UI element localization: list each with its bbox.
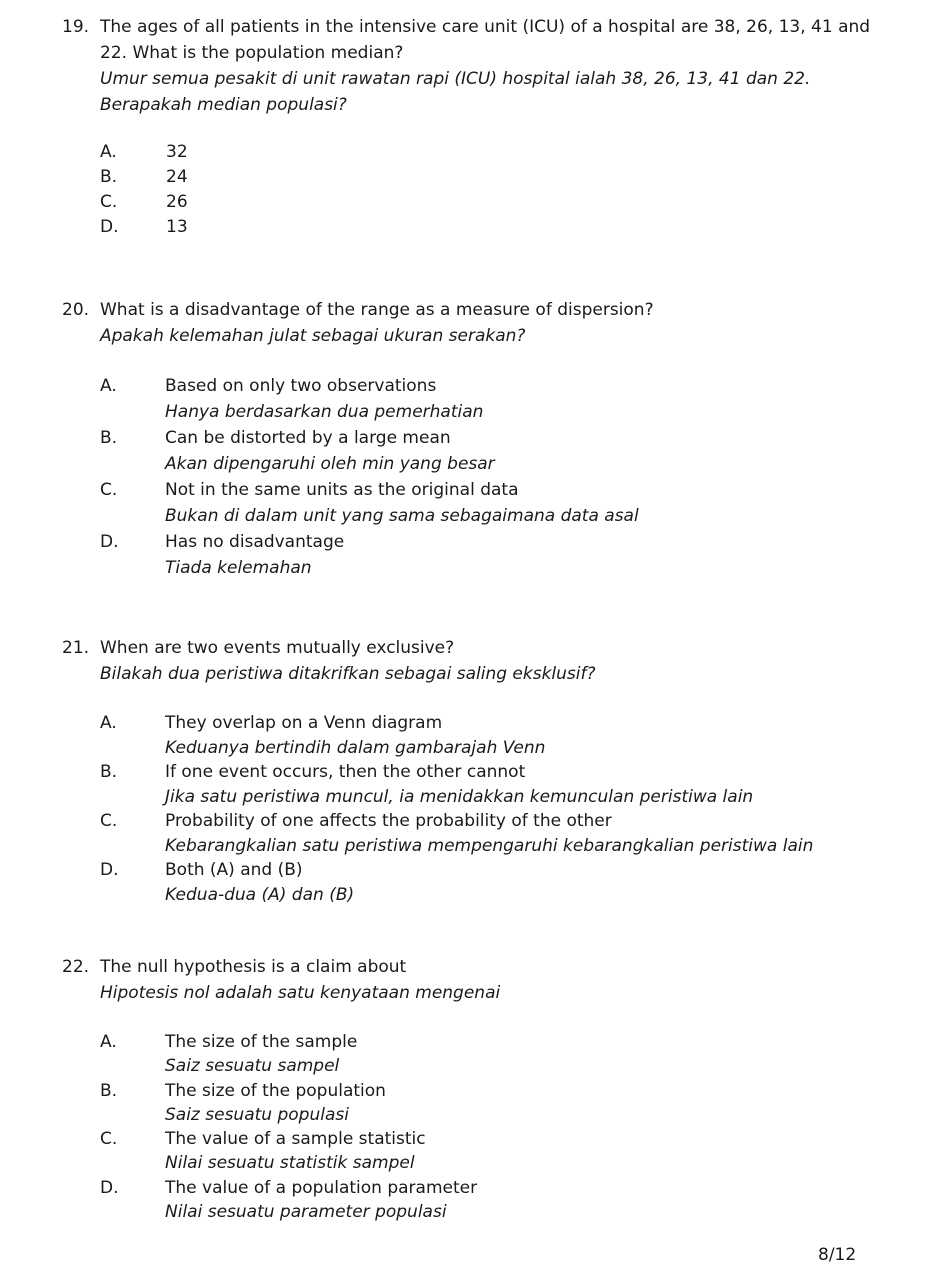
- option-d: [62, 529, 882, 581]
- option-letter: A.: [100, 1032, 117, 1052]
- question-number: 19.: [62, 17, 90, 37]
- option-text-en: They overlap on a Venn diagram: [165, 713, 443, 733]
- option-letter: B.: [100, 1080, 118, 1101]
- option-letter: A.: [100, 142, 117, 162]
- option-letter: D.: [100, 860, 119, 880]
- question-text-ms: Hipotesis nol adalah satu kenyataan mengenai: [100, 983, 501, 1003]
- option-text-en: Based on only two observations: [165, 376, 437, 396]
- question-text-en: What is a disadvantage of the range as a measure of dispersion?: [100, 300, 654, 320]
- question-number: 22.: [62, 957, 90, 977]
- option-d: [62, 215, 882, 240]
- option-text-ms: Kedua-dua (A) dan (B): [165, 884, 355, 905]
- page-number: 8/12: [818, 1245, 857, 1265]
- question-text-ms: Umur semua pesakit di unit rawatan rapi (ICU) hospital ialah 38, 26, 13, 41 dan 22. Berapakah median populasi?: [100, 69, 811, 115]
- option-text-ms: Saiz sesuatu sampel: [165, 1056, 340, 1077]
- question-22: [62, 954, 882, 1224]
- question-text-ms: Bilakah dua peristiwa ditakrifkan sebagai saling eksklusif?: [100, 664, 596, 684]
- option-text-ms: Nilai sesuatu statistik sampel: [165, 1153, 415, 1174]
- option-letter: C.: [100, 192, 118, 212]
- option-letter: C.: [100, 480, 118, 500]
- option-text-ms: Bukan di dalam unit yang sama sebagaimana data asal: [165, 506, 639, 526]
- option-text-en: The value of a population parameter: [165, 1177, 478, 1198]
- option-text-ms: Saiz sesuatu populasi: [165, 1104, 349, 1125]
- option-b: [62, 165, 882, 190]
- option-text-ms: Hanya berdasarkan dua pemerhatian: [165, 402, 484, 422]
- question-text-ms: Apakah kelemahan julat sebagai ukuran serakan?: [100, 326, 526, 346]
- option-text-en: The value of a sample statistic: [165, 1129, 426, 1150]
- option-d: [62, 858, 882, 907]
- option-c: [62, 477, 882, 529]
- option-letter: C.: [100, 811, 118, 831]
- option-a: [62, 711, 882, 760]
- option-text-en: If one event occurs, then the other cannot: [165, 762, 526, 782]
- option-letter: A.: [100, 713, 117, 733]
- option-text-ms: Tiada kelemahan: [165, 558, 312, 578]
- option-text-ms: Akan dipengaruhi oleh min yang besar: [165, 454, 495, 474]
- option-c: [62, 190, 882, 215]
- option-letter: B.: [100, 762, 118, 782]
- option-letter: D.: [100, 1177, 119, 1198]
- question-number: 20.: [62, 300, 90, 320]
- option-text-en: The size of the population: [165, 1080, 386, 1101]
- question-text-en: The null hypothesis is a claim about: [100, 957, 407, 977]
- option-b: [62, 1079, 882, 1128]
- option-letter: A.: [100, 376, 117, 396]
- question-20: [62, 297, 882, 581]
- question-text-en: The ages of all patients in the intensive care unit (ICU) of a hospital are 38, 26, 13, 41 and 22. What is the population median?: [100, 17, 871, 63]
- option-text: 32: [166, 142, 188, 162]
- option-d: [62, 1176, 882, 1225]
- option-text-ms: Nilai sesuatu parameter populasi: [165, 1202, 447, 1223]
- option-text-en: Has no disadvantage: [165, 532, 345, 552]
- option-text: 13: [166, 217, 188, 237]
- option-c: [62, 1127, 882, 1176]
- option-a: [62, 140, 882, 165]
- option-text-en: Can be distorted by a large mean: [165, 428, 451, 448]
- option-text: 24: [166, 167, 188, 187]
- option-a: [62, 1030, 882, 1079]
- option-text-en: Both (A) and (B): [165, 860, 303, 880]
- option-letter: B.: [100, 167, 118, 187]
- option-text: 26: [166, 192, 188, 212]
- option-letter: C.: [100, 1129, 118, 1150]
- option-letter: D.: [100, 532, 119, 552]
- option-text-ms: Kebarangkalian satu peristiwa mempengaruhi kebarangkalian peristiwa lain: [165, 835, 814, 856]
- option-letter: D.: [100, 217, 119, 237]
- option-text-ms: Jika satu peristiwa muncul, ia menidakkan kemunculan peristiwa lain: [165, 786, 754, 807]
- option-c: [62, 809, 882, 858]
- question-21: [62, 635, 882, 907]
- option-text-en: Probability of one affects the probability of the other: [165, 811, 612, 831]
- question-19: [62, 14, 882, 240]
- option-text-ms: Keduanya bertindih dalam gambarajah Venn: [165, 737, 546, 758]
- option-letter: B.: [100, 428, 118, 448]
- option-b: [62, 425, 882, 477]
- option-text-en: The size of the sample: [165, 1032, 358, 1052]
- question-text-en: When are two events mutually exclusive?: [100, 638, 455, 658]
- option-a: [62, 373, 882, 425]
- option-text-en: Not in the same units as the original data: [165, 480, 519, 500]
- question-number: 21.: [62, 638, 90, 658]
- option-b: [62, 760, 882, 809]
